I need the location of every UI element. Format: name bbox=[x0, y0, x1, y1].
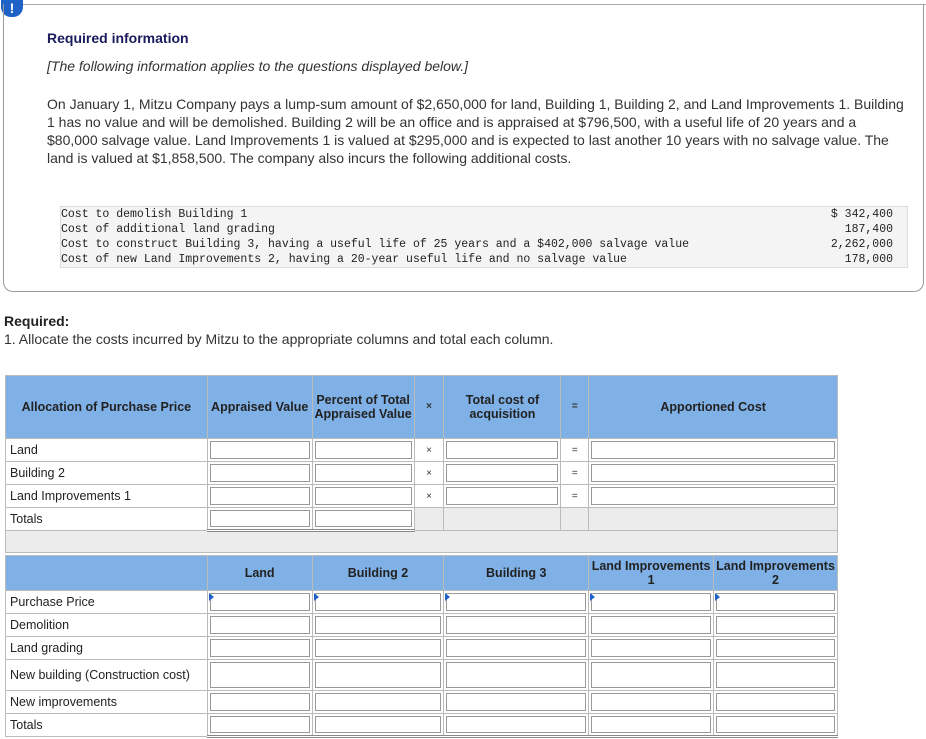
problem-paragraph: On January 1, Mitzu Company pays a lump-sum amount of $2,650,000 for land, Building 1, Building 2, and Land Improvements 1. Building 1 has no value and will be demolished. Building 2 will be an office and is appraised at $796,500, with a useful life of 20 years and a $80,000 salvage value. Land Improvements 1 is valued at $295,000 and is expected to last another 10 years with no salvage value. The land is valued at $1,858,500. The company also incurs the following additional costs. bbox=[47, 96, 904, 166]
totals-input[interactable] bbox=[589, 714, 714, 737]
new-building-input[interactable] bbox=[207, 660, 312, 691]
header-land: Land bbox=[207, 556, 312, 591]
dropdown-arrow-icon bbox=[590, 593, 595, 601]
cost-row bbox=[61, 237, 907, 252]
cost-label: Cost of new Land Improvements 2, having a 20-year useful life and no salvage value bbox=[61, 253, 627, 266]
required-heading: Required: bbox=[4, 313, 70, 329]
cost-amount: 178,000 bbox=[844, 253, 893, 266]
row-label-totals: Totals bbox=[6, 714, 208, 737]
total-cost-input-land[interactable] bbox=[444, 439, 561, 462]
total-cost-input-building-2[interactable] bbox=[444, 462, 561, 485]
allocation-table bbox=[5, 375, 838, 553]
new-improvements-input[interactable] bbox=[312, 691, 444, 714]
appraised-total-input[interactable] bbox=[207, 508, 312, 531]
apportioned-input-land-improvements-1[interactable] bbox=[589, 485, 838, 508]
cost-amount: $ 342,400 bbox=[830, 208, 893, 221]
totals-input[interactable] bbox=[714, 714, 838, 737]
row-label-totals: Totals bbox=[6, 508, 208, 531]
demolition-input[interactable] bbox=[444, 614, 589, 637]
new-building-input[interactable] bbox=[714, 660, 838, 691]
new-building-input[interactable] bbox=[444, 660, 589, 691]
row-label-land: Land bbox=[6, 439, 208, 462]
cost-label: Cost to demolish Building 1 bbox=[61, 208, 248, 221]
equals-sign: = bbox=[561, 485, 589, 508]
demolition-input[interactable] bbox=[589, 614, 714, 637]
row-label-building-2: Building 2 bbox=[6, 462, 208, 485]
dropdown-arrow-icon bbox=[314, 593, 319, 601]
demolition-input[interactable] bbox=[207, 614, 312, 637]
cost-allocation-table bbox=[5, 555, 838, 738]
additional-costs-table bbox=[60, 206, 908, 268]
purchase-price-input[interactable] bbox=[207, 591, 312, 614]
row-label-new-improvements: New improvements bbox=[6, 691, 208, 714]
apportioned-input-land[interactable] bbox=[589, 439, 838, 462]
dropdown-arrow-icon bbox=[209, 593, 214, 601]
blank-cell bbox=[444, 508, 561, 531]
info-note: [The following information applies to the questions displayed below.] bbox=[47, 58, 469, 74]
cost-label: Cost of additional land grading bbox=[61, 223, 275, 236]
spacer-row bbox=[6, 531, 838, 553]
row-label-new-building: New building (Construction cost) bbox=[6, 660, 208, 691]
apportioned-cost-header: Apportioned Cost bbox=[589, 376, 838, 439]
percent-total-input[interactable] bbox=[312, 508, 414, 531]
appraised-input-land[interactable] bbox=[207, 439, 312, 462]
header-building-3: Building 3 bbox=[444, 556, 589, 591]
instruction-text: 1. Allocate the costs incurred by Mitzu to the appropriate columns and total each column. bbox=[4, 331, 554, 347]
total-cost-input-land-improvements-1[interactable] bbox=[444, 485, 561, 508]
header-land-improvements-1: Land Improvements 1 bbox=[589, 556, 714, 591]
row-label-demolition: Demolition bbox=[6, 614, 208, 637]
allocation-header-label: Allocation of Purchase Price bbox=[6, 376, 208, 439]
cost-row bbox=[61, 222, 907, 237]
blank-cell bbox=[589, 508, 838, 531]
percent-input-land[interactable] bbox=[312, 439, 414, 462]
row-label-purchase-price: Purchase Price bbox=[6, 591, 208, 614]
appraised-value-header: Appraised Value bbox=[207, 376, 312, 439]
cost-label: Cost to construct Building 3, having a useful life of 25 years and a $402,000 salvage value bbox=[61, 238, 690, 251]
cost-amount: 2,262,000 bbox=[830, 238, 893, 251]
apportioned-input-building-2[interactable] bbox=[589, 462, 838, 485]
purchase-price-input[interactable] bbox=[444, 591, 589, 614]
new-improvements-input[interactable] bbox=[589, 691, 714, 714]
blank-cell bbox=[561, 508, 589, 531]
required-info-title: Required information bbox=[47, 30, 189, 46]
land-grading-input[interactable] bbox=[312, 637, 444, 660]
times-sign: × bbox=[414, 485, 444, 508]
header-building-2: Building 2 bbox=[312, 556, 444, 591]
new-improvements-input[interactable] bbox=[714, 691, 838, 714]
purchase-price-input[interactable] bbox=[312, 591, 444, 614]
new-improvements-input[interactable] bbox=[207, 691, 312, 714]
new-building-input[interactable] bbox=[312, 660, 444, 691]
appraised-input-building-2[interactable] bbox=[207, 462, 312, 485]
demolition-input[interactable] bbox=[714, 614, 838, 637]
cost-amount: 187,400 bbox=[844, 223, 893, 236]
blank-cell bbox=[414, 508, 444, 531]
times-header: × bbox=[414, 376, 444, 439]
equals-sign: = bbox=[561, 439, 589, 462]
totals-input[interactable] bbox=[444, 714, 589, 737]
total-cost-header: Total cost of acquisition bbox=[444, 376, 561, 439]
new-building-input[interactable] bbox=[589, 660, 714, 691]
land-grading-input[interactable] bbox=[589, 637, 714, 660]
land-grading-input[interactable] bbox=[444, 637, 589, 660]
cost-row bbox=[61, 207, 907, 222]
new-improvements-input[interactable] bbox=[444, 691, 589, 714]
demolition-input[interactable] bbox=[312, 614, 444, 637]
percent-input-building-2[interactable] bbox=[312, 462, 414, 485]
times-sign: × bbox=[414, 439, 444, 462]
percent-header: Percent of Total Appraised Value bbox=[312, 376, 414, 439]
times-sign: × bbox=[414, 462, 444, 485]
header-blank bbox=[6, 556, 208, 591]
totals-input[interactable] bbox=[207, 714, 312, 737]
row-label-land-improvements-1: Land Improvements 1 bbox=[6, 485, 208, 508]
header-land-improvements-2: Land Improvements 2 bbox=[714, 556, 838, 591]
percent-input-land-improvements-1[interactable] bbox=[312, 485, 414, 508]
equals-header: = bbox=[561, 376, 589, 439]
purchase-price-input[interactable] bbox=[589, 591, 714, 614]
land-grading-input[interactable] bbox=[207, 637, 312, 660]
exclamation-icon: ! bbox=[1, 0, 23, 17]
land-grading-input[interactable] bbox=[714, 637, 838, 660]
purchase-price-input[interactable] bbox=[714, 591, 838, 614]
dropdown-arrow-icon bbox=[445, 593, 450, 601]
dropdown-arrow-icon bbox=[715, 593, 720, 601]
cost-row bbox=[61, 252, 907, 267]
row-label-land-grading: Land grading bbox=[6, 637, 208, 660]
appraised-input-land-improvements-1[interactable] bbox=[207, 485, 312, 508]
totals-input[interactable] bbox=[312, 714, 444, 737]
equals-sign: = bbox=[561, 462, 589, 485]
